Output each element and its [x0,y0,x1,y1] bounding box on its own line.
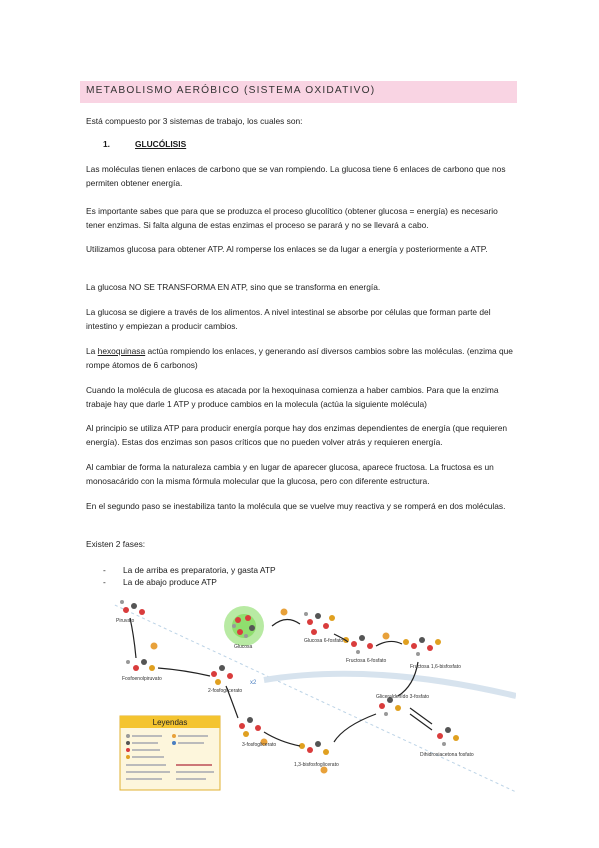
paragraph-8: Al principio se utiliza ATP para producir energía porque hay dos enzimas dependientes de energía (que requieren energía). Estas dos enzimas son pasos críticos que no pueden volver atrás y requieren energía. [86,423,508,447]
paragraph-2: Es importante sabes que para que se produzca el proceso glucolítico (obtener glucosa = energía) es necesario tener enzimas. Si falta alguna de estas enzimas el proceso se parará y no se llevará a cabo. [86,206,498,230]
bullet-item [103,564,276,576]
section-name: GLUCÓLISIS [135,139,187,149]
paragraph-11: Existen 2 fases: [86,539,146,549]
paragraph-4: La glucosa NO SE TRANSFORMA EN ATP, sino que se transforma en energía. [86,282,381,292]
section-heading-band [80,81,517,103]
label-pg2: 2-fosfoglicerato [208,688,243,694]
paragraph-10: En el segundo paso se inestabiliza tanto la molécula que se vuelve muy reactiva y se romperá en dos moléculas. [86,501,506,511]
label-glucosa: Glucosa [234,644,253,650]
paragraph-6 [86,345,518,372]
label-x2: x2 [250,680,257,686]
label-pg3: 3-fosfoglicerato [242,742,277,748]
legend-title: Leyendas [152,718,188,727]
label-dhap: Dihidroxiacetona fosfato [420,752,474,758]
bullet-text: La de abajo produce ATP [123,577,217,587]
label-bpg13: 1,3-bisfosfoglicerato [294,762,339,768]
label-g6p: Glucosa 6-fosfato [304,638,344,644]
paragraph-6-rest: actúa rompiendo los enlaces, y generando así diversos cambios sobre las moléculas. (enzima que rompe átomos de 6 carbonos) [86,346,513,370]
page-heading: METABOLISMO AERÓBICO (SISTEMA OXIDATIVO) [86,85,376,96]
bullet-dash: - [103,577,106,587]
paragraph-6-lead: La [86,346,98,356]
hexoquinasa-term: hexoquinasa [97,346,146,356]
paragraph-3: Utilizamos glucosa para obtener ATP. Al romperse los enlaces se da lugar a energía y posteriormente a ATP. [86,244,488,254]
bullet-dash: - [103,565,106,575]
paragraph-9: Al cambiar de forma la naturaleza cambia y en lugar de aparecer glucosa, aparece fructosa. La fructosa es un monosacárido con la misma fórmula molecular que la glucosa, pero con diferente estructura. [86,462,494,486]
bullet-item [103,576,217,588]
paragraph-7: Cuando la molécula de glucosa es atacada por la hexoquinasa comienza a haber cambios. Para que la enzima trabaje hay que darle 1 ATP y produce cambios en la molecula (actúa la siguiente molécula) [86,385,499,409]
label-piruvato: Piruvato [116,618,135,624]
bullet-text: La de arriba es preparatoria, y gasta ATP [123,565,276,575]
section-title [103,139,186,149]
label-fosfoenolpiruvato: Fosfoenolpiruvato [122,676,162,682]
intro-paragraph: Está compuesto por 3 sistemas de trabajo, los cuales son: [86,116,303,126]
section-number: 1. [103,139,110,149]
paragraph-1: Las moléculas tienen enlaces de carbono que se van rompiendo. La glucosa tiene 6 enlaces de carbono que nos permiten obtener energía. [86,164,506,188]
glycolysis-diagram [114,596,516,796]
paragraph-5: La glucosa se digiere a través de los alimentos. A nivel intestinal se absorbe por células que forman parte del intestino y empiezan a producir cambios. [86,307,491,331]
label-f16bp: Fructosa 1,6-bisfosfato [410,664,461,670]
label-g3p: Gliceraldehído 3-fosfato [376,694,430,700]
label-f6p: Fructosa 6-fosfato [346,658,387,664]
